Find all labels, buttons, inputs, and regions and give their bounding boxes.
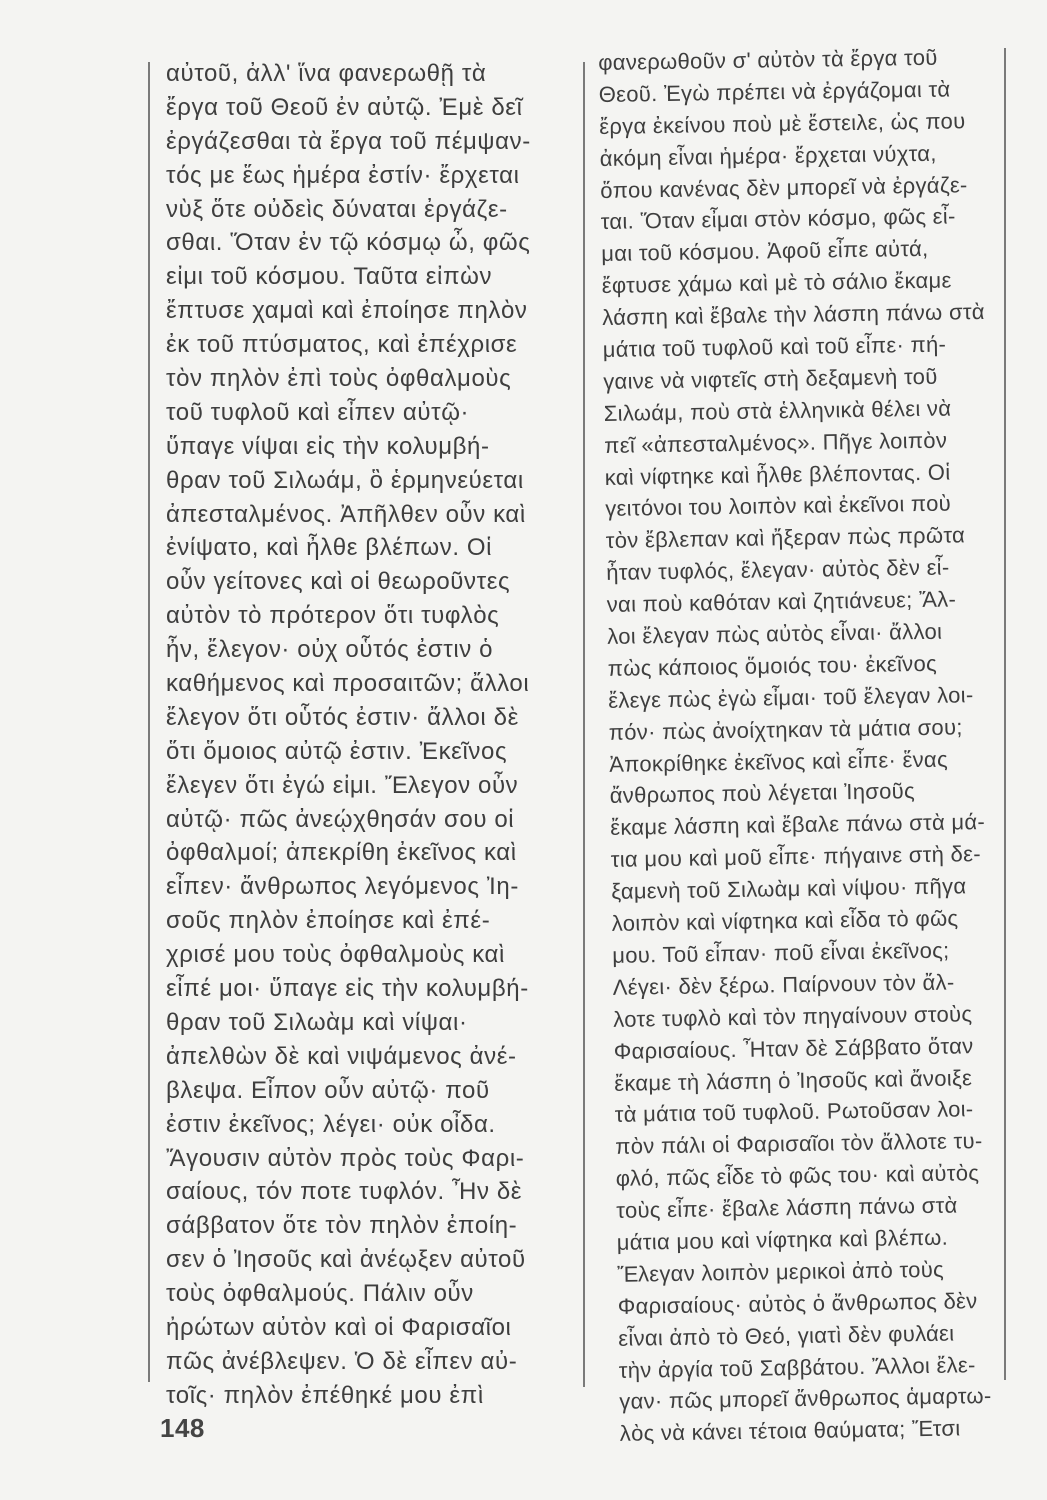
text-line: μαι τοῦ κόσμου. Ἀφοῦ εἶπε αὐτά, — [601, 236, 929, 267]
text-line: Ἄγουσιν αὐτὸν πρὸς τοὺς Φαρι- — [166, 1144, 525, 1172]
text-line: σεν ὁ Ἰησοῦς καὶ ἀνέῳξεν αὐτοῦ — [166, 1246, 526, 1274]
text-line: μάτια τοῦ τυφλοῦ καὶ τοῦ εἶπε· πή- — [602, 331, 947, 362]
ancient-greek-text-column — [166, 57, 570, 1413]
text-line: Θεοῦ. Ἐγὼ πρέπει νὰ ἐργάζομαι τὰ — [598, 76, 951, 107]
text-line: ἀπελθὼν δὲ καὶ νιψάμενος ἀνέ- — [166, 1042, 517, 1070]
text-line: αὐτοῦ, ἀλλ' ἵνα φανερωθῇ τὰ — [166, 60, 487, 87]
text-line: χρισέ μου τοὺς ὀφθαλμοὺς καὶ — [166, 941, 505, 969]
text-line: Λέγει· δὲν ξέρω. Παίρνουν τὸν ἄλ- — [612, 969, 955, 1000]
text-line: τοῦ τυφλοῦ καὶ εἶπεν αὐτῷ· — [166, 398, 470, 426]
text-line: λοιπὸν καὶ νίφτηκα καὶ εἶδα τὸ φῶς — [611, 905, 959, 936]
text-line: φανερωθοῦν σ' αὐτὸν τὰ ἔργα τοῦ — [598, 44, 938, 75]
text-line: ἠρώτων αὐτὸν καὶ οἱ Φαρισαῖοι — [166, 1313, 512, 1341]
text-line: ἀκόμη εἶναι ἡμέρα· ἔρχεται νύχτα, — [599, 140, 937, 171]
text-line: θραν τοῦ Σιλωὰμ καὶ νίψαι· — [166, 1008, 468, 1036]
text-line: τὴν ἀργία τοῦ Σαββάτου. Ἄλλοι ἔλε- — [618, 1351, 976, 1383]
text-line: τὸν πηλὸν ἐπὶ τοὺς ὀφθαλμοὺς — [166, 365, 512, 393]
text-line: τοὺς εἶπε· ἔβαλε λάσπη πάνω στὰ — [616, 1192, 958, 1223]
text-line: εἶπέ μοι· ὕπαγε εἰς τὴν κολυμβή- — [166, 975, 529, 1003]
text-line: ἦν, ἔλεγον· οὐχ οὗτός ἐστιν ὁ — [166, 636, 494, 664]
text-line: γαν· πῶς μπορεῖ ἄνθρωπος ἁμαρτω- — [619, 1383, 992, 1415]
text-line: ὀφθαλμοί; ἀπεκρίθη ἐκεῖνος καὶ — [166, 839, 517, 867]
text-line: οὖν γείτονες καὶ οἱ θεωροῦντες — [166, 568, 511, 596]
text-line: ὕπαγε νίψαι εἰς τὴν κολυμβή- — [166, 432, 490, 460]
text-line: ἐκ τοῦ πτύσματος, καὶ ἐπέχρισε — [166, 331, 518, 359]
text-line: Ἔλεγαν λοιπὸν μερικοὶ ἀπὸ τοὺς — [617, 1256, 945, 1287]
text-line: νὺξ ὅτε οὐδεὶς δύναται ἐργάζε- — [166, 195, 508, 223]
text-line: πεῖ «ἀπεσταλμένος». Πῆγε λοιπὸν — [604, 427, 948, 458]
text-line: πῶς ἀνέβλεψεν. Ὁ δὲ εἶπεν αὐ- — [166, 1347, 518, 1375]
text-line: λοι ἔλεγαν πὼς αὐτὸς εἶναι· ἄλλοι — [607, 618, 943, 649]
text-line: τός με ἕως ἡμέρα ἐστίν· ἔρχεται — [166, 161, 520, 189]
text-line: βλεψα. Εἶπον οὖν αὐτῷ· ποῦ — [166, 1076, 490, 1104]
text-line: ἔργα ἐκείνου ποὺ μὲ ἔστειλε, ὡς που — [599, 108, 966, 139]
text-line: σάββατον ὅτε τὸν πηλὸν ἐποίη- — [166, 1212, 518, 1240]
text-line: φλό, πῶς εἶδε τὸ φῶς του· καὶ αὐτὸς — [615, 1160, 980, 1192]
text-line: σοῦς πηλὸν ἐποίησε καὶ ἐπέ- — [166, 907, 491, 935]
text-line: ται. Ὅταν εἶμαι στὸν κόσμο, φῶς εἶ- — [600, 203, 956, 235]
text-line: γαινε νὰ νιφτεῖς στὴ δεξαμενὴ τοῦ — [603, 363, 938, 394]
text-line: ἐνίψατο, καὶ ἦλθε βλέπων. Οἱ — [166, 534, 493, 562]
page-number: 148 — [160, 1413, 205, 1443]
text-line: ἔκαμε τὴ λάσπη ὁ Ἰησοῦς καὶ ἄνοιξε — [614, 1064, 973, 1096]
text-line: Φαρισαίους· αὐτὸς ὁ ἄνθρωπος δὲν — [617, 1287, 978, 1319]
text-line: πὼς κάποιος ὅμοιός του· ἐκεῖνος — [607, 650, 938, 681]
text-line: λοτε τυφλὸ καὶ τὸν πηγαίνουν στοὺς — [613, 1000, 973, 1032]
text-line: αὐτῷ· πῶς ἀνεῴχθησάν σου οἱ — [166, 805, 515, 833]
text-line: σθαι. Ὅταν ἐν τῷ κόσμῳ ὦ, φῶς — [166, 229, 531, 257]
text-line: πὸν πάλι οἱ Φαρισαῖοι τὸν ἄλλοτε τυ- — [615, 1128, 983, 1160]
text-line: καὶ νίφτηκε καὶ ἦλθε βλέποντας. Οἱ — [604, 459, 951, 490]
text-line: γειτόνοι του λοιπὸν καὶ ἐκεῖνοι ποὺ — [605, 490, 952, 522]
text-line: λὸς νὰ κάνει τέτοια θαύματα; Ἔτσι — [619, 1415, 961, 1447]
text-line: ἔφτυσε χάμω καὶ μὲ τὸ σάλιο ἔκαμε — [601, 267, 952, 299]
text-line: ἔλεγεν ὅτι ἐγώ εἰμι. Ἔλεγον οὖν — [166, 771, 519, 799]
text-line: σαίους, τόν ποτε τυφλόν. Ἦν δὲ — [166, 1178, 523, 1206]
text-line: ἔκαμε λάσπη καὶ ἔβαλε πάνω στὰ μά- — [610, 809, 986, 841]
text-line: ξαμενὴ τοῦ Σιλωὰμ καὶ νίψου· πῆγα — [611, 873, 967, 905]
text-line: θραν τοῦ Σιλωάμ, ὃ ἑρμηνεύεται — [166, 466, 524, 494]
text-line: τὰ μάτια τοῦ τυφλοῦ. Ρωτοῦσαν λοι- — [614, 1096, 974, 1128]
text-line: ὅπου κανένας δὲν μπορεῖ νὰ ἐργάζε- — [600, 171, 968, 203]
text-line: τοὺς ὀφθαλμούς. Πάλιν οὖν — [166, 1280, 474, 1308]
text-line: ἦταν τυφλός, ἔλεγαν· αὐτὸς δὲν εἶ- — [606, 554, 950, 586]
text-line: εἰμι τοῦ κόσμου. Ταῦτα εἰπὼν — [166, 263, 493, 291]
text-line: ἐργάζεσθαι τὰ ἔργα τοῦ πέμψαν- — [166, 127, 531, 155]
text-line: μάτια μου καὶ νίφτηκα καὶ βλέπω. — [616, 1224, 949, 1255]
text-line: ἀπεσταλμένος. Ἀπῆλθεν οὖν καὶ — [166, 500, 526, 528]
text-line: εἶπεν· ἄνθρωπος λεγόμενος Ἰη- — [166, 873, 519, 901]
text-line: ἔλεγε πὼς ἐγὼ εἶμαι· τοῦ ἔλεγαν λοι- — [608, 681, 974, 713]
text-line: ναι ποὺ καθόταν καὶ ζητιάνευε; Ἄλ- — [606, 586, 957, 618]
text-line: Φαρισαίους. Ἦταν δὲ Σάββατο ὅταν — [613, 1032, 974, 1064]
text-line: ἄνθρωπος ποὺ λέγεται Ἰησοῦς — [609, 778, 916, 809]
text-line: τὸν ἔβλεπαν καὶ ἤξεραν πὼς πρῶτα — [605, 522, 966, 554]
text-line: καθήμενος καὶ προσαιτῶν; ἄλλοι — [166, 670, 530, 698]
modern-greek-translation-column — [598, 41, 1014, 1450]
text-line: τοῖς· πηλὸν ἐπέθηκέ μου ἐπὶ — [166, 1381, 484, 1409]
text-line: αὐτὸν τὸ πρότερον ὅτι τυφλὸς — [166, 602, 500, 630]
text-line: ἔργα τοῦ Θεοῦ ἐν αὐτῷ. Ἐμὲ δεῖ — [166, 93, 523, 121]
text-line: ἔπτυσε χαμαὶ καὶ ἐποίησε πηλὸν — [166, 297, 528, 325]
text-line: μου. Τοῦ εἶπαν· ποῦ εἶναι ἐκεῖνος; — [612, 937, 950, 968]
text-line: εἶναι ἀπὸ τὸ Θεό, γιατὶ δὲν φυλάει — [618, 1320, 955, 1351]
text-line: τια μου καὶ μοῦ εἶπε· πήγαινε στὴ δε- — [610, 841, 982, 873]
column-divider-rule — [583, 62, 585, 1387]
text-line: λάσπη καὶ ἔβαλε τὴν λάσπη πάνω στὰ — [602, 299, 986, 331]
text-line: ἐστιν ἐκεῖνος; λέγει· οὐκ οἶδα. — [166, 1110, 496, 1138]
text-line: Σιλωάμ, ποὺ στὰ ἑλληνικὰ θέλει νὰ — [603, 395, 952, 426]
text-line: ἔλεγον ὅτι οὗτός ἐστιν· ἄλλοι δὲ — [166, 703, 519, 731]
text-line: ὅτι ὅμοιος αὐτῷ ἐστιν. Ἐκεῖνος — [166, 737, 508, 765]
left-margin-rule — [148, 62, 150, 1382]
text-line: Ἀποκρίθηκε ἐκεῖνος καὶ εἶπε· ἕνας — [609, 746, 949, 777]
text-line: πόν· πὼς ἀνοίχτηκαν τὰ μάτια σου; — [608, 714, 963, 745]
